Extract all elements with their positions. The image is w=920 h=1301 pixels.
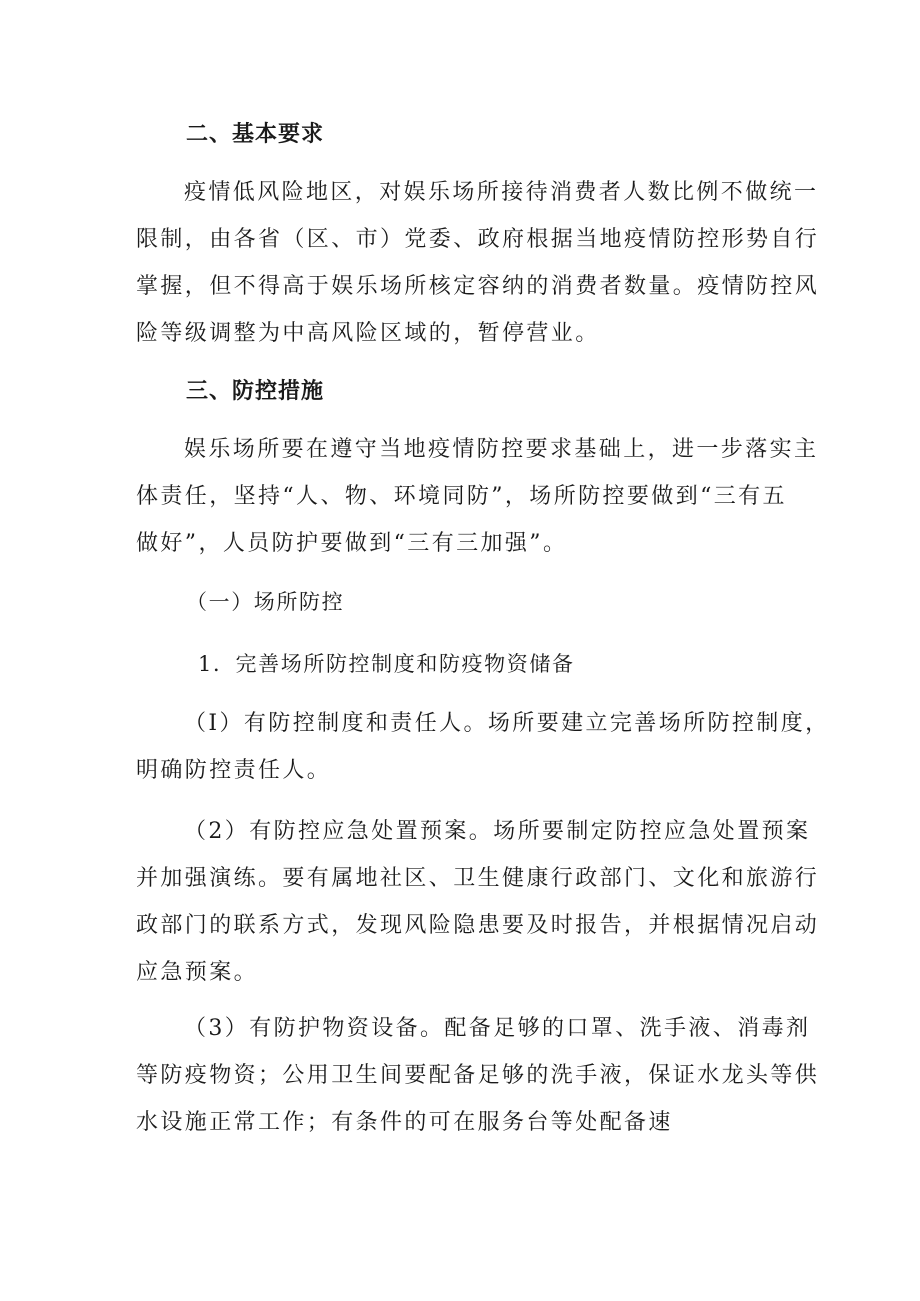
paragraph-item-1 xyxy=(136,700,830,794)
item-heading-prevention-system: 1．完善场所防控制度和防疫物资储备 xyxy=(198,652,575,676)
paragraph-line: 应急预案。 xyxy=(136,960,259,985)
paragraph-item-2 xyxy=(136,808,820,996)
paragraph-line: 限制，由各省（区、市）党委、政府根据当地疫情防控形势自行 xyxy=(136,227,820,252)
paragraph-line: 掌握，但不得高于娱乐场所核定容纳的消费者数量。疫情防控风 xyxy=(136,274,820,299)
paragraph-line: 做好”，人员防护要做到“三有三加强”。 xyxy=(136,531,568,556)
paragraph-line: 险等级调整为中高风险区域的，暂停营业。 xyxy=(136,321,600,346)
paragraph-control-measures-intro xyxy=(136,426,819,567)
paragraph-line: 并加强演练。要有属地社区、卫生健康行政部门、文化和旅游行 xyxy=(136,866,820,891)
section-heading-basic-requirements: 二、基本要求 xyxy=(186,122,325,147)
paragraph-line: 疫情低风险地区，对娱乐场所接待消费者人数比例不做统一 xyxy=(184,180,819,205)
paragraph-line: 等防疫物资；公用卫生间要配备足够的洗手液，保证水龙头等供 xyxy=(136,1063,820,1088)
paragraph-line: 体责任，坚持“人、物、环境同防”，场所防控要做到“三有五 xyxy=(136,484,787,509)
paragraph-line: （I）有防控制度和责任人。场所要建立完善场所防控制度， xyxy=(184,711,830,736)
paragraph-basic-requirements xyxy=(136,169,820,357)
paragraph-line: 政部门的联系方式，发现风险隐患要及时报告，并根据情况启动 xyxy=(136,913,820,938)
paragraph-line: （2）有防控应急处置预案。场所要制定防控应急处置预案 xyxy=(184,819,811,844)
paragraph-line: 明确防控责任人。 xyxy=(136,758,332,783)
paragraph-line: 娱乐场所要在遵守当地疫情防控要求基础上，进一步落实主 xyxy=(184,437,819,462)
section-heading-control-measures: 三、防控措施 xyxy=(186,379,325,404)
paragraph-item-3 xyxy=(136,1005,820,1146)
paragraph-line: 水设施正常工作；有条件的可在服务台等处配备速 xyxy=(136,1110,673,1135)
paragraph-line: （3）有防护物资设备。配备足够的口罩、洗手液、消毒剂 xyxy=(184,1016,811,1041)
subsection-heading-venue-control: （一）场所防控 xyxy=(186,590,345,614)
